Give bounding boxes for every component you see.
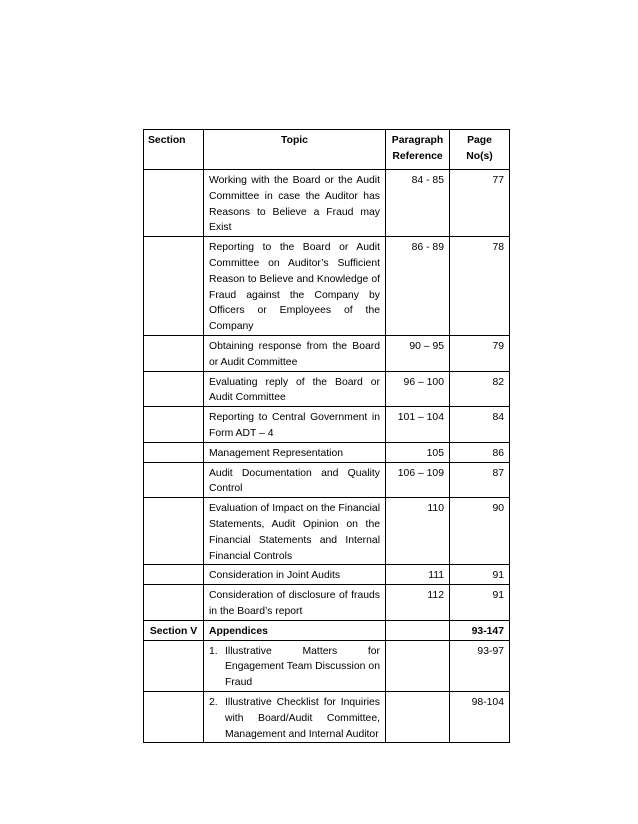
appendix-section <box>144 640 204 691</box>
row-section <box>144 462 204 498</box>
row-section <box>144 565 204 585</box>
row-paragraph-ref: 86 - 89 <box>386 237 450 336</box>
row-page: 79 <box>450 335 510 371</box>
row-topic: Reporting to the Board or Audit Committee on Auditor’s Sufficient Reason to Believe and Knowledge of Fraud against the Company by Officers or Employees of the Company <box>204 237 386 336</box>
header-page-line2: No(s) <box>466 150 493 162</box>
appendix-row <box>144 691 510 742</box>
appendix-topic: Illustrative Matters for Engagement Team Discussion on Fraud <box>225 645 380 689</box>
row-page: 84 <box>450 407 510 443</box>
appendix-topic-cell <box>204 640 386 691</box>
header-topic: Topic <box>204 130 386 170</box>
row-paragraph-ref: 105 <box>386 442 450 462</box>
appendix-topic: Illustrative Checklist for Inquiries with Board/Audit Committee, Management and Internal Auditor <box>225 696 380 740</box>
table-row <box>144 170 510 237</box>
row-topic: Management Representation <box>204 442 386 462</box>
row-page: 90 <box>450 498 510 565</box>
row-topic: Obtaining response from the Board or Audit Committee <box>204 335 386 371</box>
table-row <box>144 585 510 621</box>
header-paragraph-line2: Reference <box>392 150 443 162</box>
header-page-nos <box>450 130 510 170</box>
row-topic: Evaluating reply of the Board or Audit Committee <box>204 371 386 407</box>
row-paragraph-ref: 110 <box>386 498 450 565</box>
row-section <box>144 585 204 621</box>
appendix-page: 98-104 <box>450 691 510 742</box>
table-row <box>144 407 510 443</box>
row-topic: Reporting to Central Government in Form ADT – 4 <box>204 407 386 443</box>
row-paragraph-ref: 106 – 109 <box>386 462 450 498</box>
row-section <box>144 371 204 407</box>
appendix-page: 93-97 <box>450 640 510 691</box>
row-page: 78 <box>450 237 510 336</box>
appendix-number: 2. <box>209 696 218 708</box>
table-row <box>144 371 510 407</box>
row-topic: Working with the Board or the Audit Committee in case the Auditor has Reasons to Believe a Fraud may Exist <box>204 170 386 237</box>
row-paragraph-ref: 84 - 85 <box>386 170 450 237</box>
header-page-line1: Page <box>467 135 492 146</box>
header-paragraph-reference <box>386 130 450 170</box>
row-paragraph-ref: 101 – 104 <box>386 407 450 443</box>
table-row <box>144 462 510 498</box>
header-section: Section <box>144 130 204 170</box>
table-row <box>144 565 510 585</box>
table-row <box>144 237 510 336</box>
row-section <box>144 498 204 565</box>
row-paragraph-ref: 90 – 95 <box>386 335 450 371</box>
section-v-label: Section V <box>144 620 204 640</box>
appendix-section <box>144 691 204 742</box>
row-section <box>144 442 204 462</box>
section-v-topic: Appendices <box>204 620 386 640</box>
appendix-row <box>144 640 510 691</box>
section-v-page: 93-147 <box>450 620 510 640</box>
row-section <box>144 237 204 336</box>
row-section <box>144 335 204 371</box>
appendix-number: 1. <box>209 645 218 657</box>
row-page: 91 <box>450 585 510 621</box>
row-section <box>144 170 204 237</box>
row-paragraph-ref: 112 <box>386 585 450 621</box>
section-v-row <box>144 620 510 640</box>
appendix-topic-cell <box>204 691 386 742</box>
row-page: 87 <box>450 462 510 498</box>
row-topic: Audit Documentation and Quality Control <box>204 462 386 498</box>
row-section <box>144 407 204 443</box>
row-paragraph-ref: 96 – 100 <box>386 371 450 407</box>
row-topic: Evaluation of Impact on the Financial Statements, Audit Opinion on the Financial Statements and Internal Financial Controls <box>204 498 386 565</box>
table-of-contents <box>143 129 510 743</box>
table-row <box>144 335 510 371</box>
row-page: 82 <box>450 371 510 407</box>
row-page: 77 <box>450 170 510 237</box>
table-row <box>144 498 510 565</box>
row-topic: Consideration of disclosure of frauds in the Board’s report <box>204 585 386 621</box>
header-paragraph-line1: Paragraph <box>391 135 444 146</box>
row-page: 91 <box>450 565 510 585</box>
section-v-paragraph-ref <box>386 620 450 640</box>
row-topic: Consideration in Joint Audits <box>204 565 386 585</box>
table-row <box>144 442 510 462</box>
header-row <box>144 130 510 170</box>
row-paragraph-ref: 111 <box>386 565 450 585</box>
appendix-paragraph-ref <box>386 691 450 742</box>
appendix-paragraph-ref <box>386 640 450 691</box>
row-page: 86 <box>450 442 510 462</box>
